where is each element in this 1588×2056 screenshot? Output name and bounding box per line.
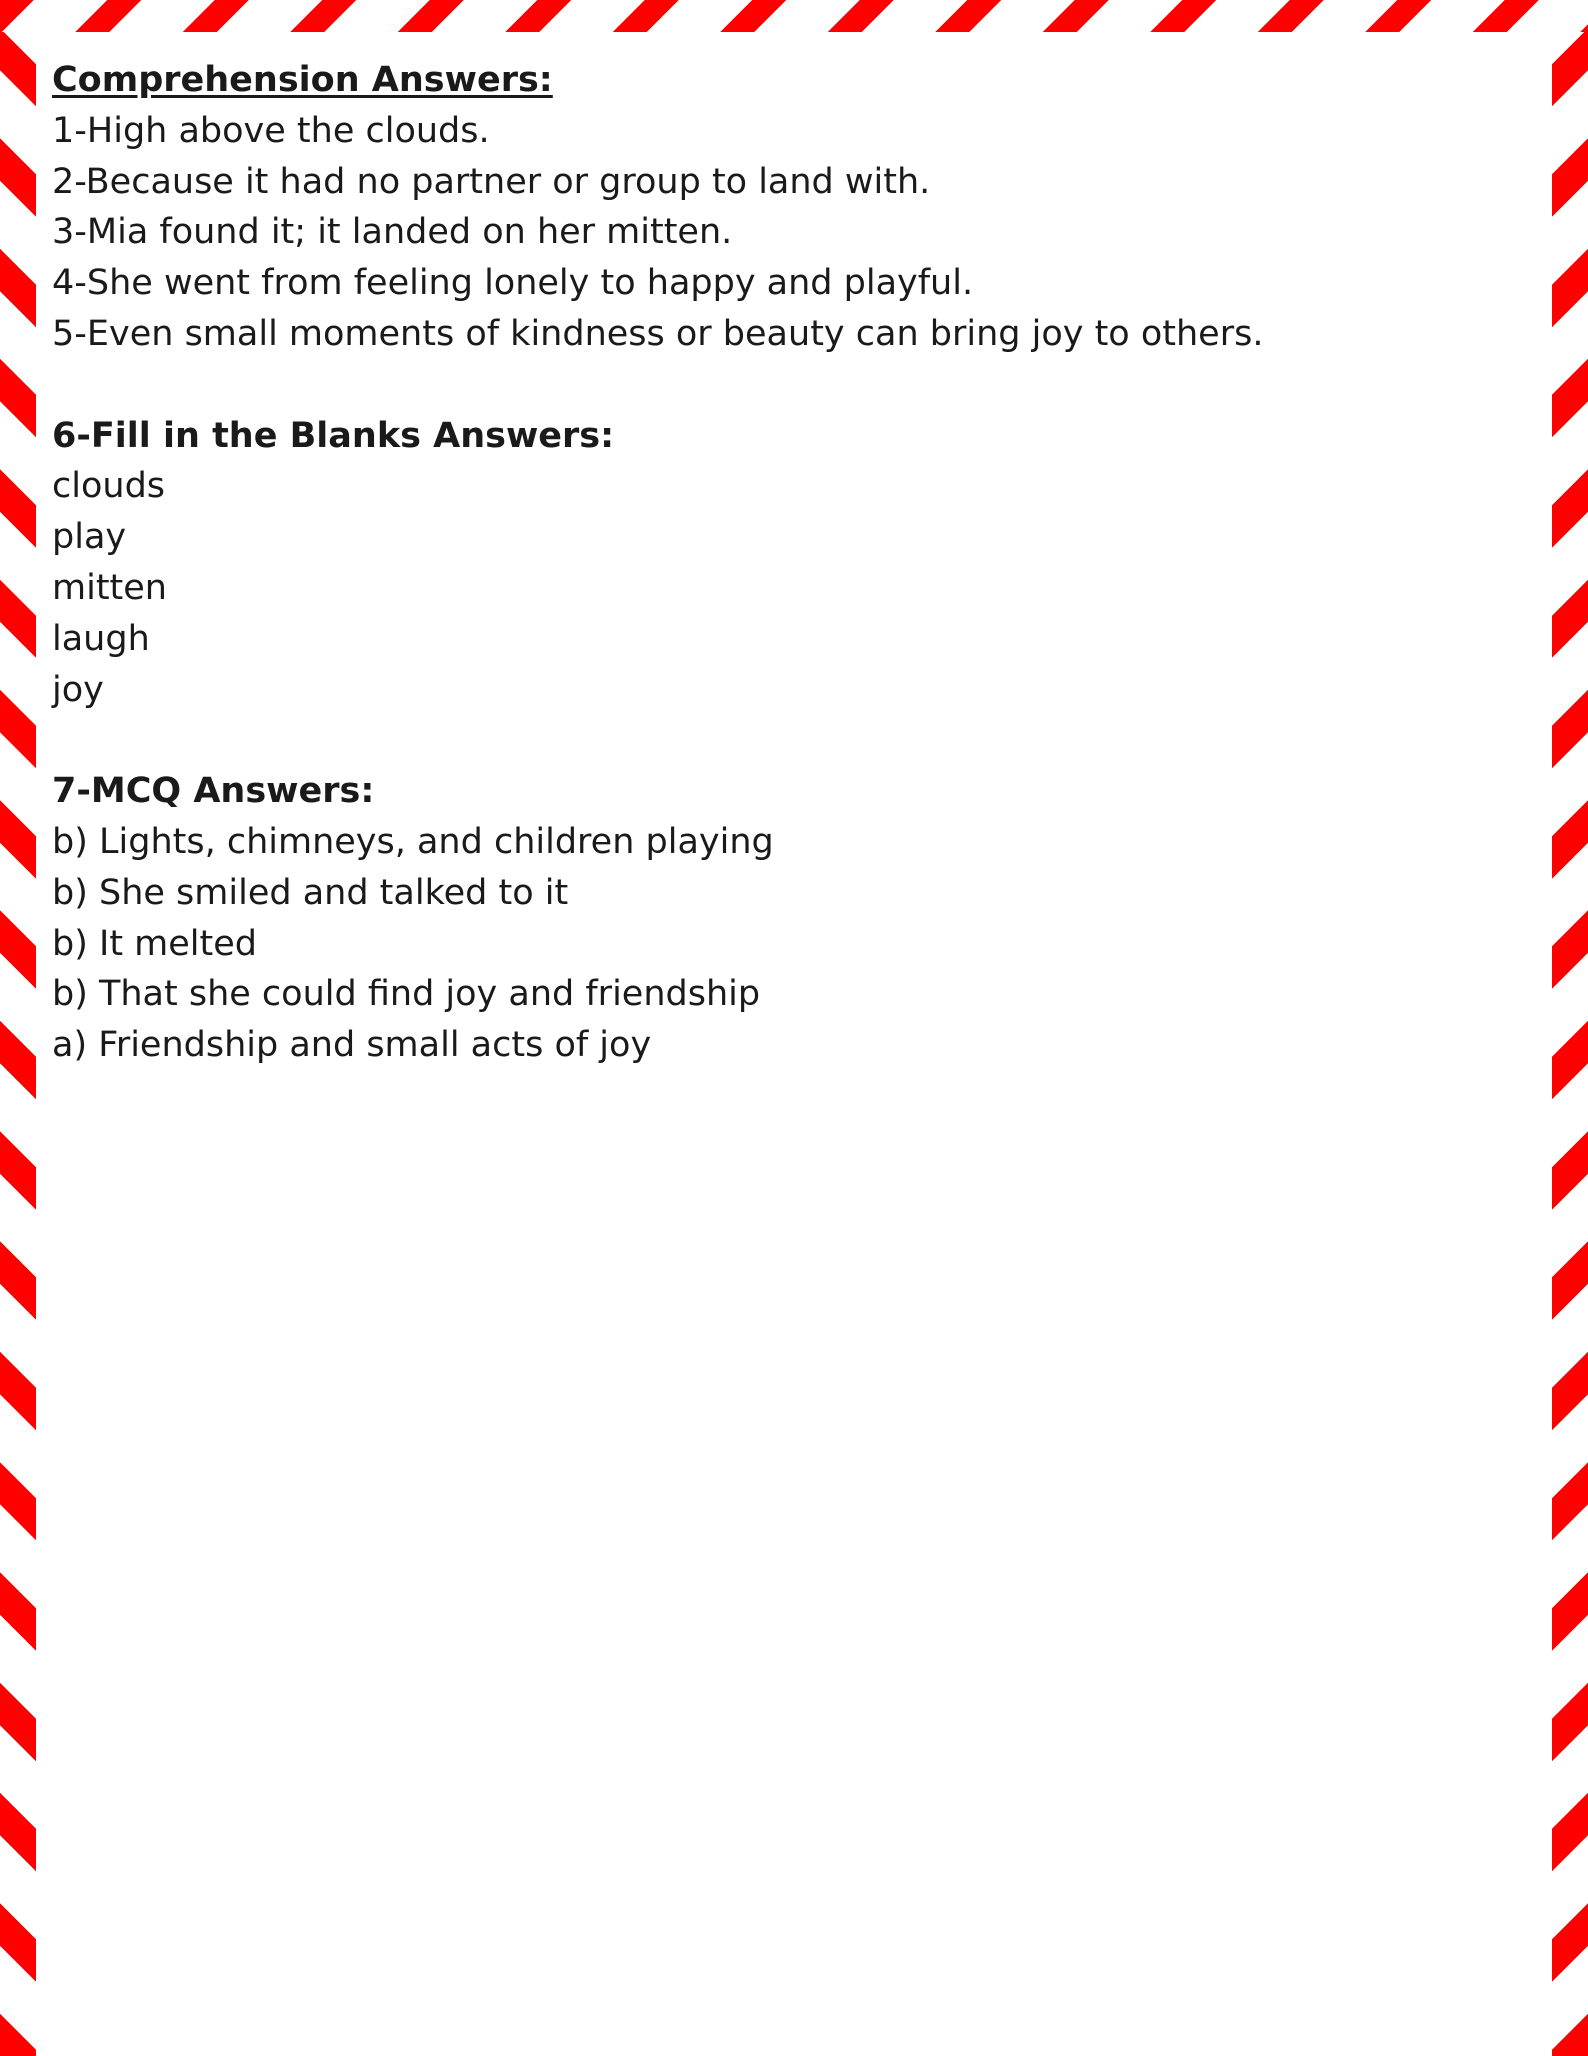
mcq-heading: 7-MCQ Answers: [52,771,375,812]
fill-blanks-answer-2: play [52,517,127,558]
comprehension-section [52,55,1502,360]
mcq-section [52,766,1502,1071]
fill-blanks-heading: 6-Fill in the Blanks Answers: [52,415,615,456]
section-spacer [52,715,1502,766]
comprehension-answer-2: 2-Because it had no partner or group to land with. [52,161,931,202]
comprehension-answer-1: 1-High above the clouds. [52,110,490,151]
candy-stripe-border-top [0,0,1588,32]
candy-stripe-border-right [1552,32,1588,2056]
candy-stripe-border-left [0,32,36,2056]
fill-blanks-answer-3: mitten [52,567,167,608]
comprehension-heading: Comprehension Answers: [52,60,553,100]
fill-blanks-answer-1: clouds [52,466,166,507]
fill-blanks-answer-4: laugh [52,618,150,659]
fill-blanks-answer-5: joy [52,669,104,710]
comprehension-answer-4: 4-She went from feeling lonely to happy and playful. [52,263,974,304]
mcq-answer-4: b) That she could find joy and friendship [52,974,761,1015]
fill-blanks-section [52,411,1502,716]
mcq-answer-1: b) Lights, chimneys, and children playing [52,821,774,862]
mcq-answer-5: a) Friendship and small acts of joy [52,1025,652,1066]
answer-key [52,55,1502,1071]
mcq-answer-2: b) She smiled and talked to it [52,872,569,913]
mcq-answer-3: b) It melted [52,923,257,964]
comprehension-answer-5: 5-Even small moments of kindness or beauty can bring joy to others. [52,313,1264,354]
section-spacer [52,360,1502,411]
comprehension-answer-3: 3-Mia found it; it landed on her mitten. [52,212,733,253]
